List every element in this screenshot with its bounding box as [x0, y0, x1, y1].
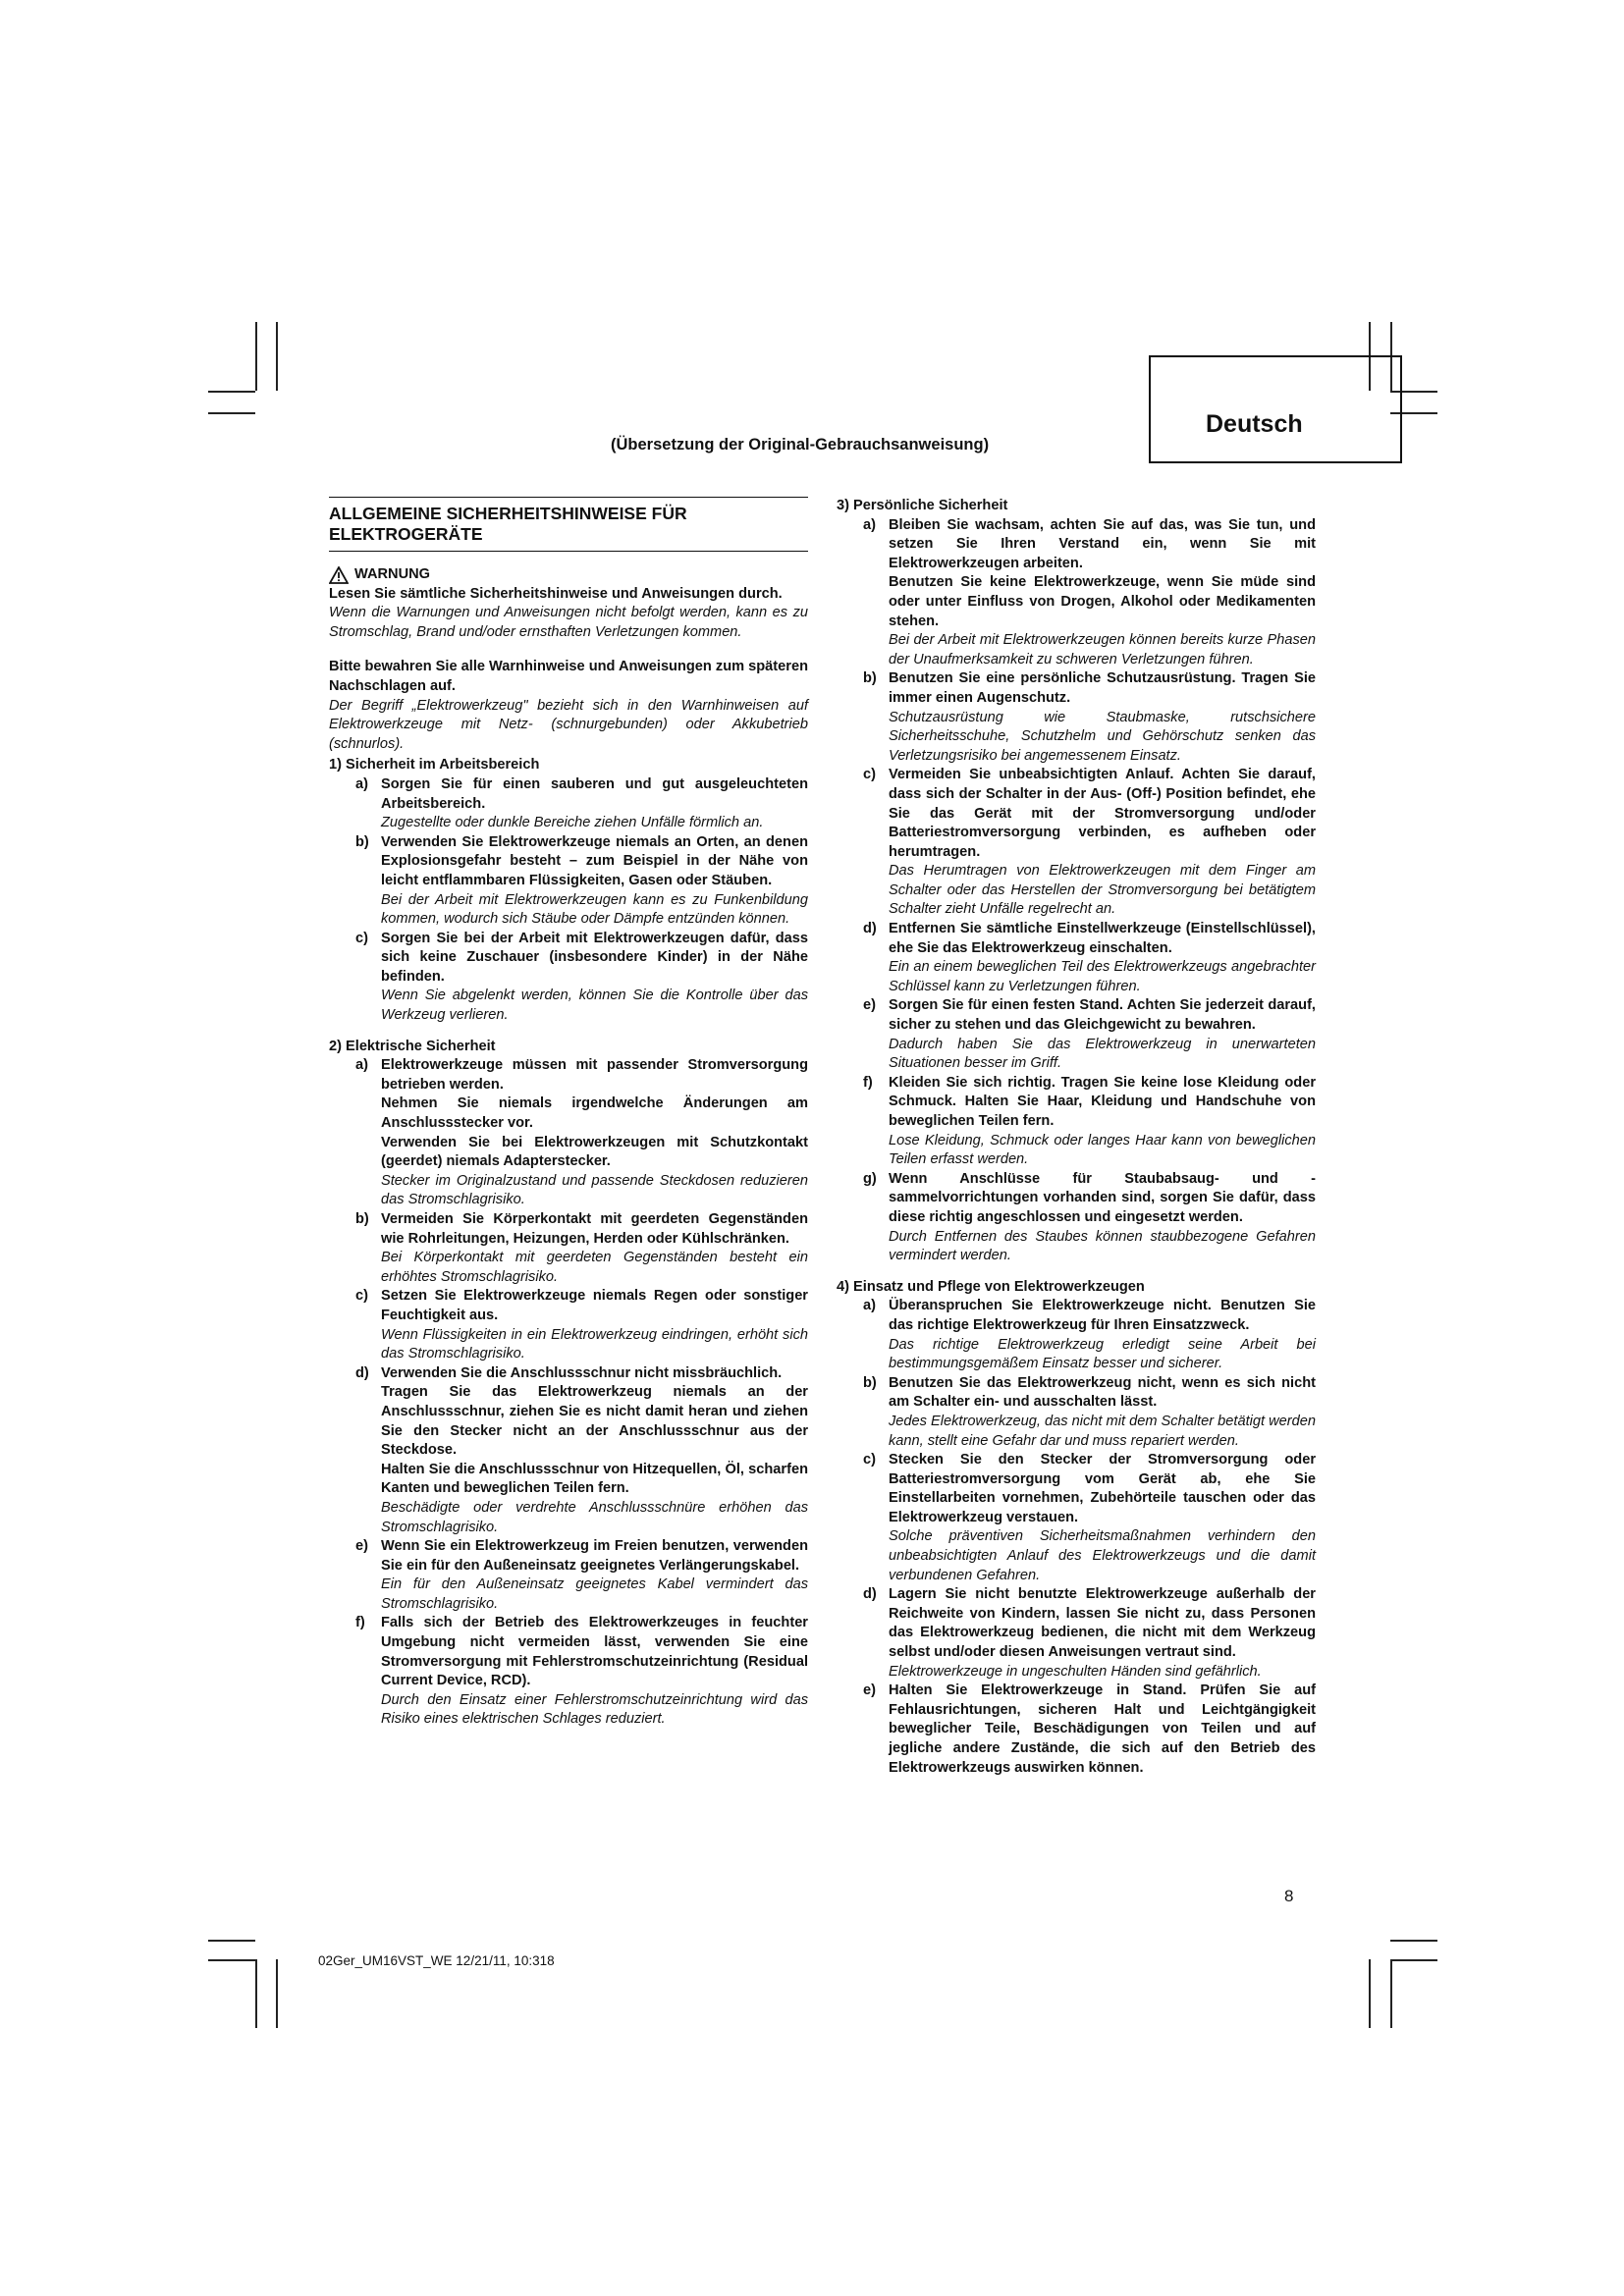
crop-mark [255, 1959, 257, 2028]
item-explanation: Beschädigte oder verdrehte Anschlussschnüre erhöhen das Stromschlagrisiko. [381, 1499, 808, 1535]
item-instruction: Halten Sie Elektrowerkzeuge in Stand. Prüfen Sie auf Fehlausrichtungen, sicheren Halt und Leichtgängigkeit beweglicher Teile, Beschädigungen von Teilen und auf jegliche andere Zustände, die sich auf den Betrieb des Elektrowerkzeugs auswirken können. [889, 1682, 1316, 1776]
item-instruction: Überanspruchen Sie Elektrowerkzeuge nicht. Benutzen Sie das richtige Elektrowerkzeug für Ihren Einsatzzweck. [889, 1298, 1316, 1333]
list-item [837, 1682, 1316, 1778]
list-item [329, 775, 808, 833]
item-marker: c) [355, 1288, 368, 1305]
list-item [329, 833, 808, 930]
item-explanation: Bei der Arbeit mit Elektrowerkzeugen kann es zu Funkenbildung kommen, wodurch sich Stäube oder Dämpfe entzünden können. [381, 891, 808, 928]
crop-mark [208, 391, 255, 393]
item-explanation: Lose Kleidung, Schmuck oder langes Haar kann von beweglichen Teilen erfasst werden. [889, 1132, 1316, 1168]
item-explanation: Durch den Einsatz einer Fehlerstromschutzeinrichtung wird das Risiko eines elektrischen Schlages reduziert. [381, 1691, 808, 1728]
item-explanation: Wenn Sie abgelenkt werden, können Sie die Kontrolle über das Werkzeug verlieren. [381, 988, 808, 1024]
item-instruction: Nehmen Sie niemals irgendwelche Änderungen am Anschlussstecker vor. [381, 1095, 808, 1132]
item-explanation: Jedes Elektrowerkzeug, das nicht mit dem Schalter betätigt werden kann, stellt eine Gefahr dar und muss repariert werden. [889, 1413, 1316, 1449]
list-item [837, 1297, 1316, 1373]
item-marker: c) [355, 930, 368, 946]
item-instruction: Benutzen Sie keine Elektrowerkzeuge, wenn Sie müde sind oder unter Einfluss von Drogen, Alkohol oder Medikamenten stehen. [889, 574, 1316, 629]
item-explanation: Wenn Flüssigkeiten in ein Elektrowerkzeug eindringen, erhöht sich das Stromschlagrisiko. [381, 1326, 808, 1362]
item-marker: d) [355, 1364, 369, 1381]
item-marker: a) [863, 516, 876, 533]
item-marker: b) [355, 833, 369, 850]
item-marker: b) [355, 1211, 369, 1227]
list-item [329, 1210, 808, 1287]
warning-text: Lesen Sie sämtliche Sicherheitshinweise und Anweisungen durch. [329, 585, 783, 602]
document-subtitle: (Übersetzung der Original-Gebrauchsanweisung) [611, 436, 990, 454]
item-explanation: Ein für den Außeneinsatz geeignetes Kabel vermindert das Stromschlagrisiko. [381, 1576, 808, 1612]
item-explanation: Das richtige Elektrowerkzeug erledigt seine Arbeit bei bestimmungsgemäßem Einsatz besser und sicherer. [889, 1336, 1316, 1372]
title-line-1: ALLGEMEINE SICHERHEITSHINWEISE FÜR [329, 504, 687, 523]
crop-mark [276, 1959, 278, 2028]
language-tab [1149, 355, 1402, 463]
item-marker: f) [355, 1615, 365, 1631]
list-item [837, 996, 1316, 1073]
title-line-2: ELEKTROGERÄTE [329, 524, 483, 544]
warning-triangle-icon [329, 566, 349, 584]
list-item [837, 920, 1316, 996]
item-marker: c) [863, 767, 876, 783]
item-instruction: Halten Sie die Anschlussschnur von Hitzequellen, Öl, scharfen Kanten und beweglichen Teilen fern. [381, 1461, 808, 1497]
left-column [329, 497, 808, 1730]
item-marker: g) [863, 1170, 877, 1187]
warning-label: WARNUNG [354, 566, 431, 582]
item-instruction: Entfernen Sie sämtliche Einstellwerkzeuge (Einstellschlüssel), ehe Sie das Elektrowerkzeug einschalten. [889, 921, 1316, 956]
item-instruction: Bleiben Sie wachsam, achten Sie auf das, was Sie tun, und setzen Sie Ihren Verstand ein, wenn Sie mit Elektrowerkzeugen arbeiten. [889, 516, 1316, 571]
warning-heading [329, 565, 808, 585]
item-instruction: Tragen Sie das Elektrowerkzeug niemals an der Anschlussschnur, ziehen Sie es nicht damit heran und ziehen Sie den Stecker nicht an der Anschlussschnur aus der Steckdose. [381, 1384, 808, 1459]
item-marker: f) [863, 1074, 873, 1091]
item-marker: a) [355, 1057, 368, 1074]
section-title [329, 504, 808, 552]
item-marker: b) [863, 670, 877, 687]
list-item [329, 1287, 808, 1363]
item-marker: e) [863, 1682, 876, 1699]
crop-mark [276, 322, 278, 391]
list-item [837, 1374, 1316, 1451]
crop-mark [255, 322, 257, 391]
list-item [837, 1074, 1316, 1170]
crop-mark [1390, 1940, 1437, 1942]
title-rule [329, 497, 808, 498]
page-number: 8 [1284, 1887, 1294, 1905]
item-explanation: Bei der Arbeit mit Elektrowerkzeugen können bereits kurze Phasen der Unaufmerksamkeit zu schweren Verletzungen führen. [889, 632, 1316, 667]
item-instruction: Lagern Sie nicht benutzte Elektrowerkzeuge außerhalb der Reichweite von Kindern, lassen Sie nicht zu, dass Personen das Elektrowerkzeug bedienen, die nicht mit dem Werkzeug selbst und/oder diesen Anweisungen vertraut sind. [889, 1586, 1316, 1661]
item-marker: e) [863, 997, 876, 1014]
crop-mark [208, 1959, 255, 1961]
item-marker: e) [355, 1538, 368, 1555]
item-instruction: Sorgen Sie bei der Arbeit mit Elektrowerkzeugen dafür, dass sich keine Zuschauer (insbesondere Kinder) in der Nähe befinden. [381, 930, 808, 985]
keep-instructions: Bitte bewahren Sie alle Warnhinweise und Anweisungen zum späteren Nachschlagen auf. [329, 659, 808, 694]
item-instruction: Verwenden Sie Elektrowerkzeuge niemals an Orten, an denen Explosionsgefahr besteht – zum Beispiel in der Nähe von leicht entflammbaren Flüssigkeiten, Gasen oder Stäuben. [381, 833, 808, 888]
list-item [329, 1537, 808, 1614]
item-explanation: Schutzausrüstung wie Staubmaske, rutschsichere Sicherheitsschuhe, Schutzhelm und Gehörschutz senken das Verletzungsrisiko bei angemessenem Einsatz. [889, 709, 1316, 764]
item-marker: d) [863, 921, 877, 937]
term-definition: Der Begriff „Elektrowerkzeug" bezieht sich in den Warnhinweisen auf Elektrowerkzeuge mit Netz- (schnurgebunden) oder Akkubetrieb (schnurlos). [329, 697, 808, 752]
item-marker: d) [863, 1586, 877, 1603]
item-explanation: Solche präventiven Sicherheitsmaßnahmen verhindern den unbeabsichtigten Anlauf des Elektrowerkzeugs und die damit verbundenen Gefahren. [889, 1528, 1316, 1583]
list-item [329, 1056, 808, 1210]
print-file-info: 02Ger_UM16VST_WE 12/21/11, 10:318 [318, 1953, 555, 1968]
item-instruction: Wenn Sie ein Elektrowerkzeug im Freien benutzen, verwenden Sie ein für den Außeneinsatz geeignetes Verlängerungskabel. [381, 1538, 808, 1574]
list-item [837, 766, 1316, 920]
list-item [837, 1170, 1316, 1266]
section-2-heading: 2) Elektrische Sicherheit [329, 1038, 496, 1054]
item-explanation: Durch Entfernen des Staubes können staubbezogene Gefahren vermindert werden. [889, 1228, 1316, 1264]
item-instruction: Wenn Anschlüsse für Staubabsaug- und -sammelvorrichtungen vorhanden sind, sorgen Sie dafür, dass diese richtig angeschlossen und eingesetzt werden. [889, 1170, 1316, 1225]
item-explanation: Dadurch haben Sie das Elektrowerkzeug in unerwarteten Situationen besser im Griff. [889, 1036, 1316, 1072]
crop-mark [1390, 1959, 1392, 2028]
section-1-heading: 1) Sicherheit im Arbeitsbereich [329, 757, 540, 774]
list-item [837, 669, 1316, 766]
item-instruction: Elektrowerkzeuge müssen mit passender Stromversorgung betrieben werden. [381, 1057, 808, 1093]
item-instruction: Benutzen Sie eine persönliche Schutzausrüstung. Tragen Sie immer einen Augenschutz. [889, 670, 1316, 706]
item-explanation: Ein an einem beweglichen Teil des Elektrowerkzeugs angebrachter Schlüssel kann zu Verletzungen führen. [889, 959, 1316, 994]
crop-mark [1390, 1959, 1437, 1961]
item-marker: c) [863, 1452, 876, 1468]
crop-mark [208, 1940, 255, 1942]
list-item [837, 1585, 1316, 1682]
list-item [329, 930, 808, 1026]
language-label: Deutsch [1206, 410, 1303, 438]
list-item [837, 516, 1316, 670]
item-instruction: Setzen Sie Elektrowerkzeuge niemals Regen oder sonstiger Feuchtigkeit aus. [381, 1288, 808, 1323]
item-instruction: Falls sich der Betrieb des Elektrowerkzeuges in feuchter Umgebung nicht vermeiden lässt, verwenden Sie eine Stromversorgung mit Fehlerstromschutzeinrichtung (Residual Current Device, RCD). [381, 1615, 808, 1689]
list-item [837, 1451, 1316, 1585]
crop-mark [1369, 1959, 1371, 2028]
section-4-heading: 4) Einsatz und Pflege von Elektrowerkzeugen [837, 1278, 1145, 1295]
item-instruction: Stecken Sie den Stecker der Stromversorgung oder Batteriestromversorgung vom Gerät ab, ehe Sie Einstellarbeiten vornehmen, Zubehörteile tauschen oder das Elektrowerkzeug verstauen. [889, 1452, 1316, 1525]
warning-consequence: Wenn die Warnungen und Anweisungen nicht befolgt werden, kann es zu Stromschlag, Brand und/oder ernsthaften Verletzungen kommen. [329, 605, 808, 640]
item-instruction: Vermeiden Sie unbeabsichtigten Anlauf. Achten Sie darauf, dass sich der Schalter in der Aus- (Off-) Position befindet, ehe Sie das Gerät mit der Stromversorgung und/oder Batteriestromversorgung verbinden, es aufheben oder herumtragen. [889, 767, 1316, 860]
list-item [329, 1614, 808, 1730]
item-instruction: Sorgen Sie für einen sauberen und gut ausgeleuchteten Arbeitsbereich. [381, 775, 808, 812]
item-instruction: Sorgen Sie für einen festen Stand. Achten Sie jederzeit darauf, sicher zu stehen und das Gleichgewicht zu bewahren. [889, 997, 1316, 1034]
right-column [837, 497, 1316, 1778]
item-instruction: Verwenden Sie die Anschlussschnur nicht missbräuchlich. [381, 1364, 783, 1381]
item-explanation: Elektrowerkzeuge in ungeschulten Händen sind gefährlich. [889, 1663, 1262, 1680]
item-explanation: Das Herumtragen von Elektrowerkzeugen mit dem Finger am Schalter oder das Herstellen der Stromversorgung bei betätigtem Schalter zieht Unfälle regelrecht an. [889, 863, 1316, 918]
crop-mark [208, 412, 255, 414]
item-explanation: Zugestellte oder dunkle Bereiche ziehen Unfälle förmlich an. [381, 815, 764, 831]
item-marker: b) [863, 1374, 877, 1391]
item-marker: a) [355, 775, 368, 792]
section-3-heading: 3) Persönliche Sicherheit [837, 498, 1008, 513]
item-explanation: Stecker im Originalzustand und passende Steckdosen reduzieren das Stromschlagrisiko. [381, 1172, 808, 1208]
item-marker: a) [863, 1298, 876, 1314]
item-instruction: Benutzen Sie das Elektrowerkzeug nicht, wenn es sich nicht am Schalter ein- und ausschalten lässt. [889, 1374, 1316, 1411]
item-instruction: Kleiden Sie sich richtig. Tragen Sie keine lose Kleidung oder Schmuck. Halten Sie Haar, Kleidung und Handschuhe von beweglichen Teilen fern. [889, 1074, 1316, 1129]
item-instruction: Vermeiden Sie Körperkontakt mit geerdeten Gegenständen wie Rohrleitungen, Heizungen, Herden oder Kühlschränken. [381, 1211, 808, 1247]
item-instruction: Verwenden Sie bei Elektrowerkzeugen mit Schutzkontakt (geerdet) niemals Adapterstecker. [381, 1134, 808, 1170]
item-explanation: Bei Körperkontakt mit geerdeten Gegenständen besteht ein erhöhtes Stromschlagrisiko. [381, 1250, 808, 1285]
list-item [329, 1364, 808, 1537]
